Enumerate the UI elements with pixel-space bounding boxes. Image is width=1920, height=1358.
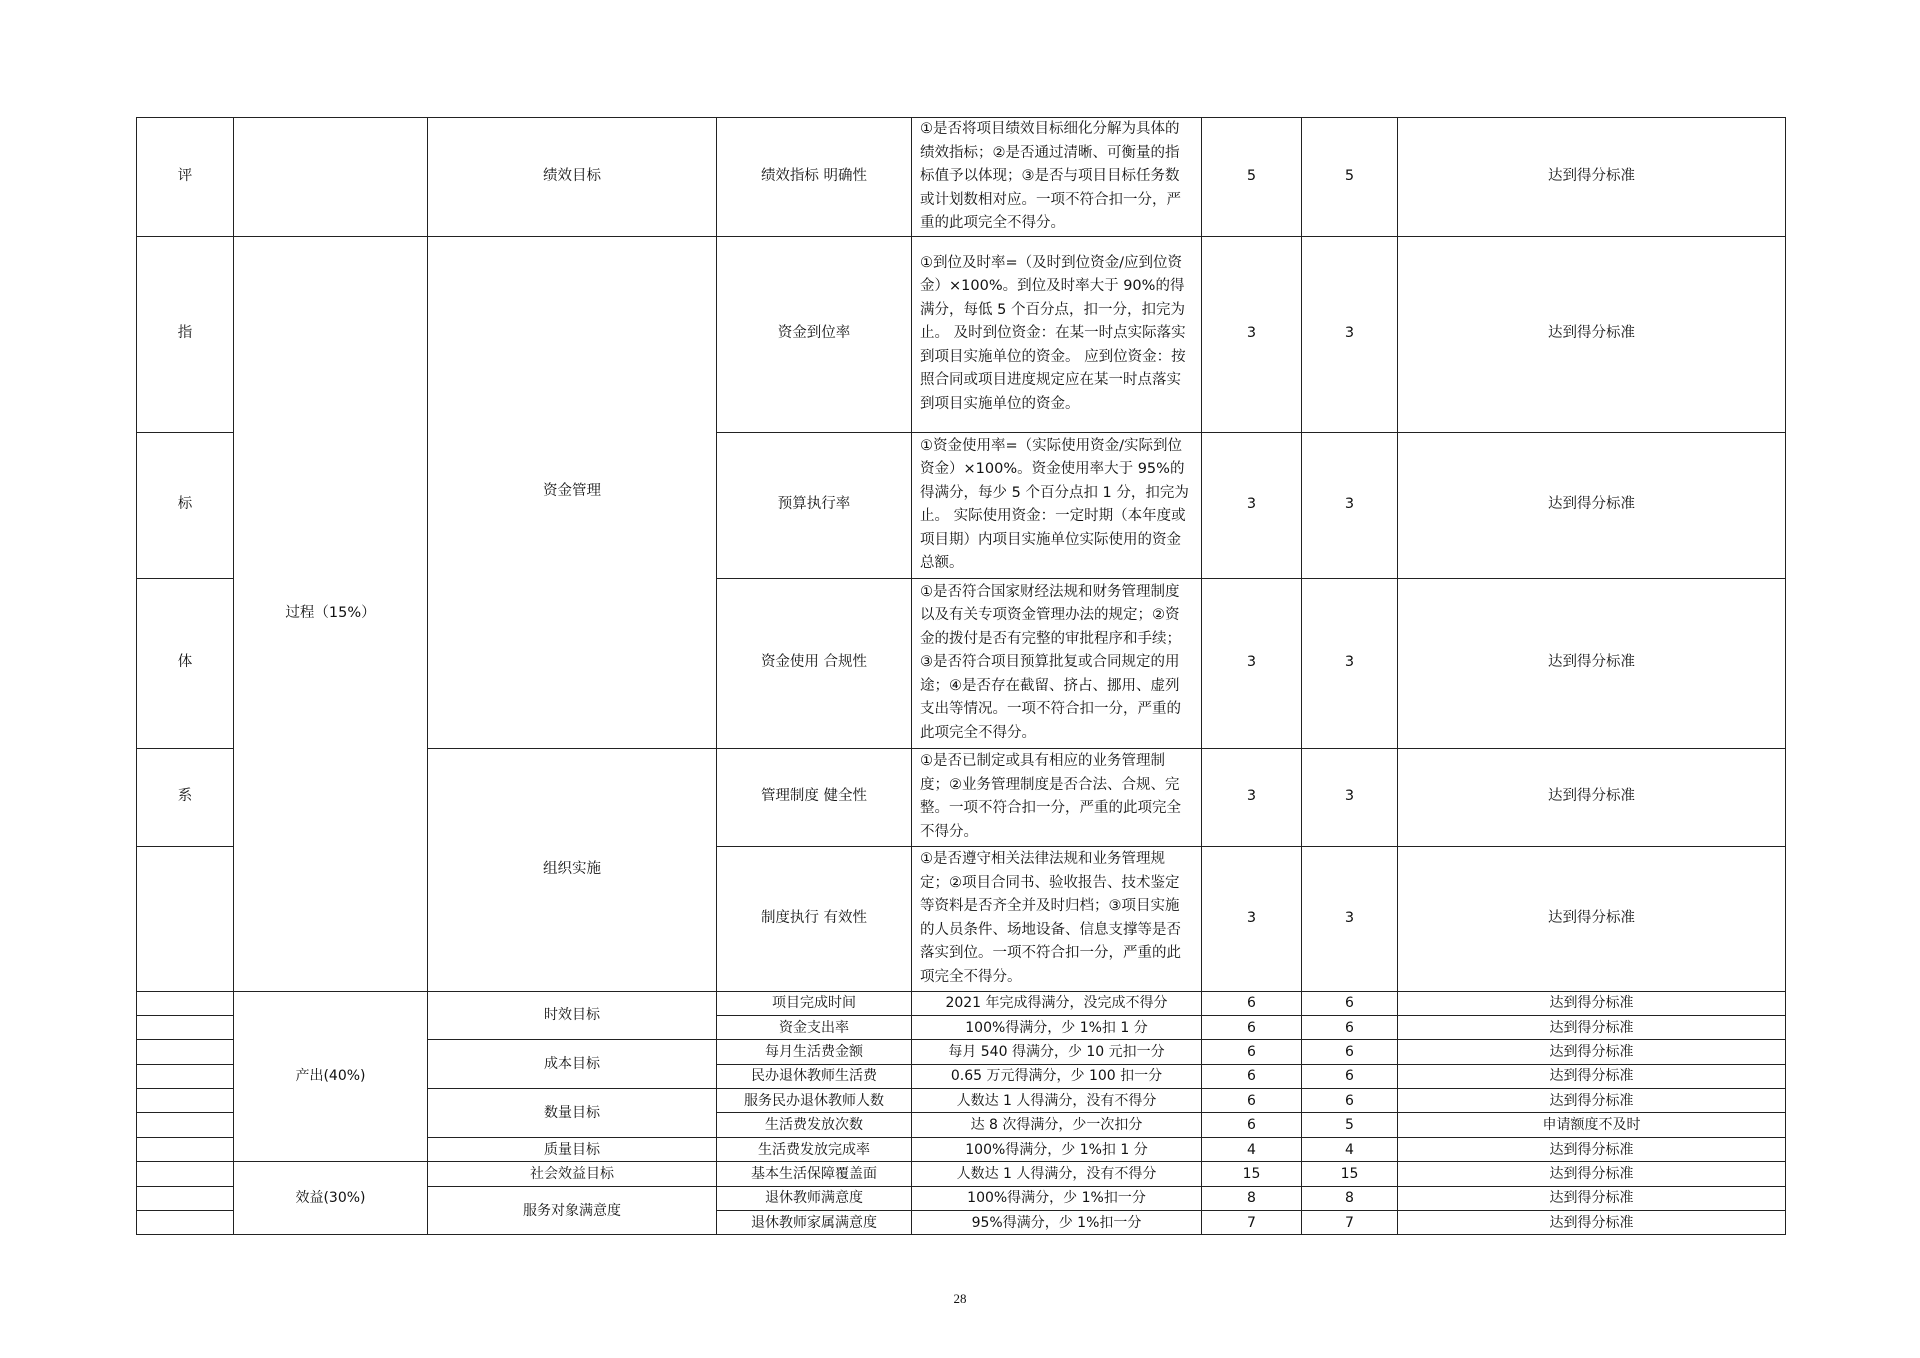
standard-cell: ①是否符合国家财经法规和财务管理制度以及有关专项资金管理办法的规定；②资金的拨付是否有完整的审批程序和手续；③是否符合项目预算批复或合同规定的用途；④是否存在截留、挤占、挪用、虚列支出等情况。一项不符合扣一分，严重的此项完全不得分。 [912,578,1202,748]
weight-cell: 3 [1202,236,1302,432]
category-char-cell [137,1089,234,1113]
remark-cell: 达到得分标准 [1398,1064,1786,1088]
category-char-cell [137,1113,234,1137]
indicator-cell: 每月生活费金额 [717,1040,912,1064]
score-cell: 6 [1302,991,1398,1015]
remark-cell: 申请额度不及时 [1398,1113,1786,1137]
remark-cell: 达到得分标准 [1398,1137,1786,1161]
score-cell: 15 [1302,1162,1398,1186]
score-cell: 8 [1302,1186,1398,1210]
standard-cell: ①是否将项目绩效目标细化分解为具体的绩效指标；②是否通过清晰、可衡量的指标值予以体现；③是否与项目目标任务数或计划数相对应。一项不符合扣一分，严重的此项完全不得分。 [912,118,1202,237]
level2-cell: 组织实施 [428,748,717,991]
category-char-cell [137,991,234,1015]
standard-cell: 人数达 1 人得满分，没有不得分 [912,1162,1202,1186]
indicator-cell: 生活费发放次数 [717,1113,912,1137]
level2-cell: 质量目标 [428,1137,717,1161]
indicator-cell: 基本生活保障覆盖面 [717,1162,912,1186]
category-char-cell [137,1162,234,1186]
remark-cell: 达到得分标准 [1398,1040,1786,1064]
weight-cell: 3 [1202,748,1302,846]
level2-cell: 时效目标 [428,991,717,1040]
indicator-cell: 绩效指标 明确性 [717,118,912,237]
remark-cell: 达到得分标准 [1398,1186,1786,1210]
remark-cell: 达到得分标准 [1398,432,1786,578]
standard-cell: ①资金使用率=（实际使用资金/实际到位资金）×100%。资金使用率大于 95%的得满分，每少 5 个百分点扣 1 分，扣完为止。 实际使用资金：一定时期（本年度或项目期）内项目实施单位实际使用的资金总额。 [912,432,1202,578]
level2-cell: 成本目标 [428,1040,717,1089]
category-char-cell [137,1015,234,1039]
score-cell: 3 [1302,432,1398,578]
weight-cell: 3 [1202,846,1302,991]
standard-cell: 100%得满分，少 1%扣 1 分 [912,1015,1202,1039]
standard-cell: 每月 540 得满分，少 10 元扣一分 [912,1040,1202,1064]
score-cell: 3 [1302,748,1398,846]
weight-cell: 15 [1202,1162,1302,1186]
level1-cell [234,118,428,237]
weight-cell: 3 [1202,578,1302,748]
category-char-cell [137,1064,234,1088]
weight-cell: 5 [1202,118,1302,237]
remark-cell: 达到得分标准 [1398,1162,1786,1186]
category-char-cell: 评 [137,118,234,237]
indicator-cell: 管理制度 健全性 [717,748,912,846]
remark-cell: 达到得分标准 [1398,1211,1786,1235]
indicator-cell: 项目完成时间 [717,991,912,1015]
indicator-cell: 民办退休教师生活费 [717,1064,912,1088]
standard-cell: ①是否已制定或具有相应的业务管理制度；②业务管理制度是否合法、合规、完整。一项不符合扣一分，严重的此项完全不得分。 [912,748,1202,846]
indicator-cell: 制度执行 有效性 [717,846,912,991]
remark-cell: 达到得分标准 [1398,1089,1786,1113]
score-cell: 3 [1302,236,1398,432]
remark-cell: 达到得分标准 [1398,118,1786,237]
remark-cell: 达到得分标准 [1398,846,1786,991]
category-char-cell [137,1137,234,1161]
weight-cell: 4 [1202,1137,1302,1161]
standard-cell: 100%得满分，少 1%扣一分 [912,1186,1202,1210]
remark-cell: 达到得分标准 [1398,1015,1786,1039]
level2-cell: 服务对象满意度 [428,1186,717,1235]
weight-cell: 6 [1202,1015,1302,1039]
score-cell: 6 [1302,1089,1398,1113]
score-cell: 5 [1302,1113,1398,1137]
indicator-cell: 预算执行率 [717,432,912,578]
standard-cell: 100%得满分，少 1%扣 1 分 [912,1137,1202,1161]
level2-cell: 资金管理 [428,236,717,748]
indicator-cell: 生活费发放完成率 [717,1137,912,1161]
indicator-cell: 资金到位率 [717,236,912,432]
category-char-cell [137,1186,234,1210]
table-row [137,991,1786,1015]
level1-cell: 效益(30%) [234,1162,428,1235]
indicator-cell: 退休教师满意度 [717,1186,912,1210]
page-number: 28 [953,1291,967,1306]
category-char-cell: 体 [137,578,234,748]
remark-cell: 达到得分标准 [1398,236,1786,432]
remark-cell: 达到得分标准 [1398,991,1786,1015]
standard-cell: 0.65 万元得满分，少 100 扣一分 [912,1064,1202,1088]
standard-cell: 达 8 次得满分，少一次扣分 [912,1113,1202,1137]
table-row [137,236,1786,432]
standard-cell: 95%得满分，少 1%扣一分 [912,1211,1202,1235]
category-char-cell [137,1040,234,1064]
evaluation-table [136,117,1786,1235]
indicator-cell: 资金支出率 [717,1015,912,1039]
category-char-cell: 系 [137,748,234,846]
level2-cell: 绩效目标 [428,118,717,237]
indicator-cell: 服务民办退休教师人数 [717,1089,912,1113]
standard-cell: ①到位及时率=（及时到位资金/应到位资金）×100%。到位及时率大于 90%的得满分，每低 5 个百分点，扣一分，扣完为止。 及时到位资金：在某一时点实际落实到项目实施单位的资金。 应到位资金：按照合同或项目进度规定应在某一时点落实到项目实施单位的资金。 [912,236,1202,432]
score-cell: 4 [1302,1137,1398,1161]
weight-cell: 6 [1202,1113,1302,1137]
score-cell: 3 [1302,578,1398,748]
score-cell: 6 [1302,1064,1398,1088]
remark-cell: 达到得分标准 [1398,748,1786,846]
weight-cell: 6 [1202,1064,1302,1088]
category-char-cell [137,846,234,991]
weight-cell: 8 [1202,1186,1302,1210]
score-cell: 3 [1302,846,1398,991]
category-char-cell [137,1211,234,1235]
score-cell: 5 [1302,118,1398,237]
weight-cell: 6 [1202,991,1302,1015]
score-cell: 6 [1302,1040,1398,1064]
score-cell: 6 [1302,1015,1398,1039]
level1-cell: 产出(40%) [234,991,428,1162]
category-char-cell: 标 [137,432,234,578]
standard-cell: 人数达 1 人得满分，没有不得分 [912,1089,1202,1113]
table-row [137,1162,1786,1186]
standard-cell: 2021 年完成得满分，没完成不得分 [912,991,1202,1015]
remark-cell: 达到得分标准 [1398,578,1786,748]
category-char-cell: 指 [137,236,234,432]
score-cell: 7 [1302,1211,1398,1235]
level1-cell: 过程（15%） [234,236,428,991]
indicator-cell: 退休教师家属满意度 [717,1211,912,1235]
weight-cell: 6 [1202,1040,1302,1064]
weight-cell: 6 [1202,1089,1302,1113]
weight-cell: 3 [1202,432,1302,578]
indicator-cell: 资金使用 合规性 [717,578,912,748]
level2-cell: 数量目标 [428,1089,717,1138]
level2-cell: 社会效益目标 [428,1162,717,1186]
table-row [137,118,1786,237]
standard-cell: ①是否遵守相关法律法规和业务管理规定；②项目合同书、验收报告、技术鉴定等资料是否齐全并及时归档；③项目实施的人员条件、场地设备、信息支撑等是否落实到位。一项不符合扣一分，严重的此项完全不得分。 [912,846,1202,991]
weight-cell: 7 [1202,1211,1302,1235]
